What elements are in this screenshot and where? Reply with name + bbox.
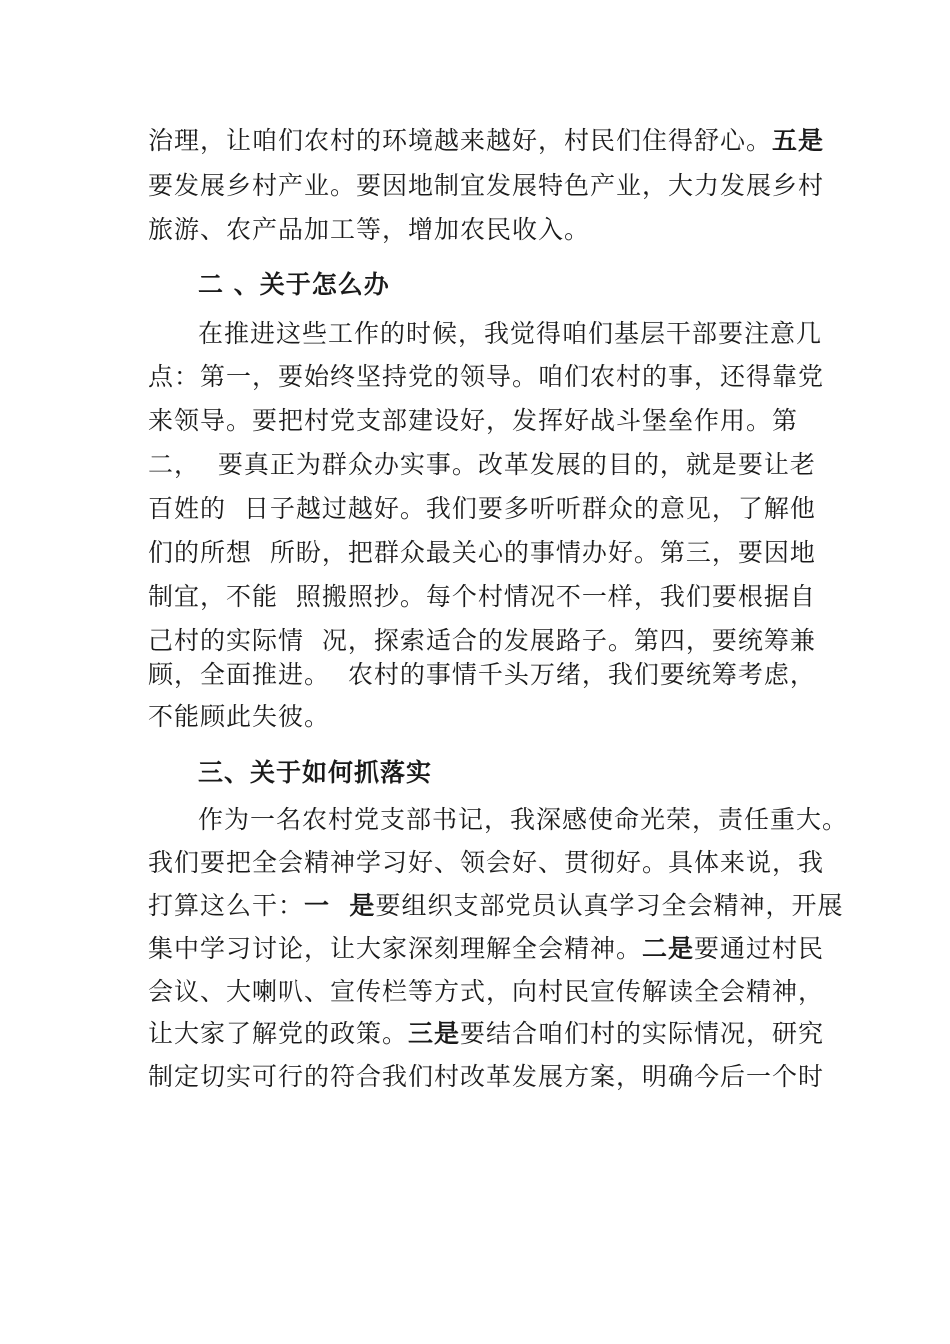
text-line xyxy=(148,121,824,161)
text-run: 要结合咱们村的实际情况，研究 xyxy=(460,1019,825,1048)
text-line: 百姓的 日子越过越好。我们要多听听群众的意见，了解他 xyxy=(148,494,816,523)
text-line: 来领导。要把村党支部建设好，发挥好战斗堡垒作用。第 xyxy=(148,406,799,435)
text-line: 会议、大喇叭、宣传栏等方式，向村民宣传解读全会精神， xyxy=(148,977,825,1006)
text-line: 制宜，不能 照搬照抄。每个村情况不一样，我们要根据自 xyxy=(148,582,816,611)
text-line: 们的所想 所盼，把群众最关心的事情办好。第三，要因地 xyxy=(148,538,816,567)
text-run: 治理，让咱们农村的环境越来越好，村民们住得舒心。 xyxy=(148,126,773,155)
text-line: 不能顾此失彼。 xyxy=(148,702,331,731)
text-line: 二， 要真正为群众办实事。改革发展的目的，就是要让老 xyxy=(148,450,816,479)
bold-lead: 一 是 xyxy=(304,891,376,920)
text-run: 集中学习讨论，让大家深刻理解全会精神。 xyxy=(148,934,643,963)
text-run: 要组织支部党员认真学习全会精神，开展 xyxy=(375,891,844,920)
bold-lead: 三是 xyxy=(408,1019,461,1048)
text-line: 我们要把全会精神学习好、领会好、贯彻好。具体来说，我 xyxy=(148,848,825,877)
text-line xyxy=(148,1014,824,1054)
text-line: 在推进这些工作的时候，我觉得咱们基层干部要注意几 xyxy=(198,319,823,348)
text-line xyxy=(148,929,824,969)
text-line: 要发展乡村产业。要因地制宜发展特色产业，大力发展乡村 xyxy=(148,171,825,200)
text-run: 要通过村民 xyxy=(694,934,825,963)
text-line: 制定切实可行的符合我们村改革发展方案，明确今后一个时 xyxy=(148,1062,825,1091)
text-run: 让大家了解党的政策。 xyxy=(148,1019,409,1048)
bold-lead: 五是 xyxy=(772,126,825,155)
bold-lead: 二是 xyxy=(642,934,695,963)
section-heading: 三、关于如何抓落实 xyxy=(198,758,433,787)
text-line: 点：第一，要始终坚持党的领导。咱们农村的事，还得靠党 xyxy=(148,362,825,391)
text-line: 旅游、农产品加工等，增加农民收入。 xyxy=(148,215,591,244)
text-line xyxy=(148,886,843,926)
text-line: 作为一名农村党支部书记，我深感使命光荣，责任重大。 xyxy=(198,805,849,834)
text-line: 己村的实际情 况，探索适合的发展路子。第四，要统筹兼 xyxy=(148,626,816,655)
text-run: 打算这么干： xyxy=(148,891,305,920)
section-heading: 二 、关于怎么办 xyxy=(198,270,390,299)
text-line: 顾，全面推进。 农村的事情千头万绪，我们要统筹考虑， xyxy=(148,660,816,689)
